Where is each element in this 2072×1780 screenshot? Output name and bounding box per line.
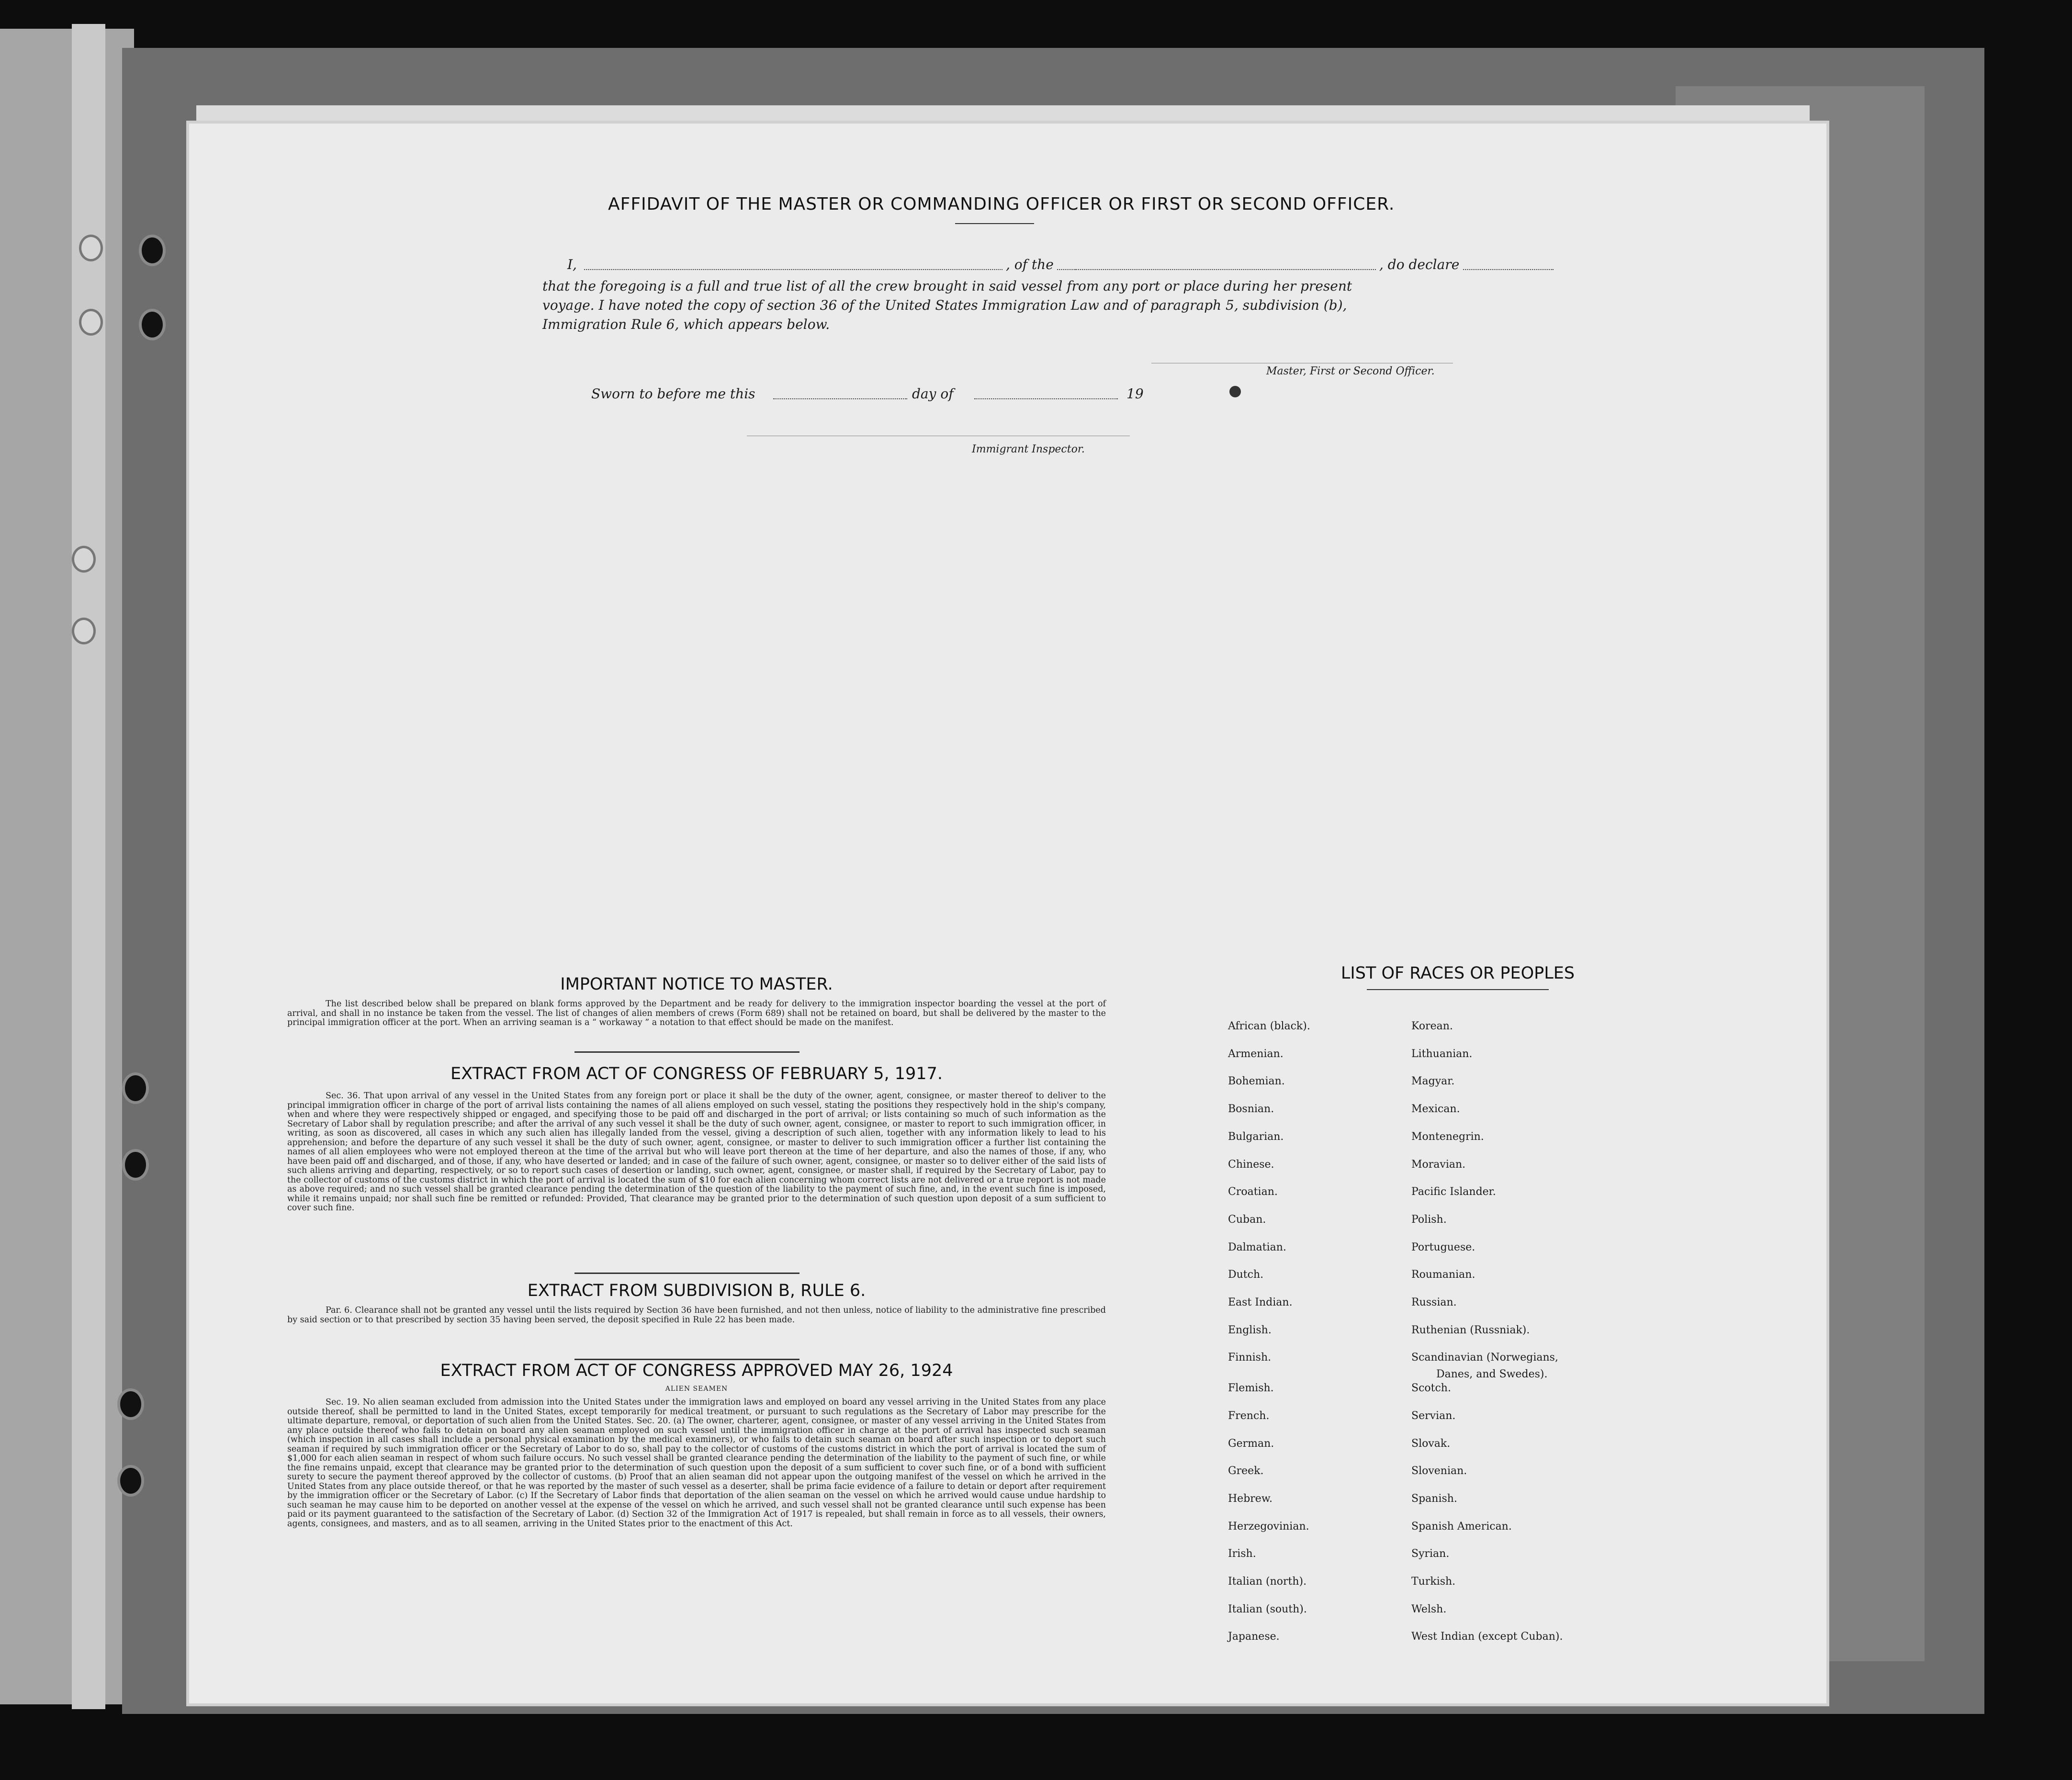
extract-rule6-title: EXTRACT FROM SUBDIVISION B, RULE 6. bbox=[527, 1281, 866, 1300]
race-item: East Indian. bbox=[1228, 1296, 1293, 1308]
extract-1917-text: Sec. 36. That upon arrival of any vessel in the United States from any foreign port or place it shall be the duty of the owner, agent, consignee, or master thereof to deliver to the principal immigration officer in charge of the port of arrival lists containing the names of all aliens employed on such vessel, stating the positions they respectively hold in the ship's company, when and where they were respectively shipped or engaged, and specifying those to be paid off and discharged in the port of arrival; or lists containing so much of such information as the Secretary of Labor shall by regulation prescribe; and after the arrival of any such vessel it shall be the duty of such owner, agent, consignee, or master to report to such immigration officer, in writing, as soon as discovered, all cases in which any such alien has illegally landed from the vessel, giving a description of such alien, together with any information likely to lead to his apprehension; and before the departure of any such vessel it shall be the duty of such owner, agent, consignee, or master to deliver to such immigration officer a further list containing the names of all alien employees who were not employed thereon at the time of the arrival but who will leave port thereon at the time of her departure, and also the names of those, if any, who have been paid off and discharged, and of those, if any, who have deserted or landed; and in case of the failure of such owner, agent, consignee, or master so to deliver either of the said lists of such aliens arriving and departing, respectively, or so to report such cases of desertion or landing, such owner, agent, consignee, or master shall, if required by the Secretary of Labor, pay to the collector of customs of the customs district in which the port of arrival is located the sum of $10 for each alien concerning whom correct lists are not delivered or a true report is not made as above required; and no such vessel shall be granted clearance pending the determination of the question of the liability to the payment of such fine, and, in the event such fine is imposed, while it remains unpaid; nor shall such fine be remitted or refunded: Provided, That clearance may be granted prior to the determination of such question upon deposit of a sum sufficient to cover such fine. bbox=[287, 1091, 1106, 1213]
race-item: Hebrew. bbox=[1228, 1492, 1273, 1505]
race-item: Welsh. bbox=[1411, 1603, 1447, 1615]
notice-text: The list described below shall be prepared on blank forms approved by the Department and be ready for delivery to the immigration inspector boarding the vessel at the port of arrival, and shall in no instance be taken from the vessel. The list of changes of alien members of crews (Form 689) shall not be retained on board, but shall be delivered by the master to the principal immigration officer at the port. When an arriving seaman is a “ workaway ” a notation to that effect should be made on the manifest. bbox=[287, 999, 1106, 1027]
race-item: Korean. bbox=[1411, 1020, 1453, 1032]
races-title: LIST OF RACES OR PEOPLES bbox=[1340, 964, 1575, 983]
race-item: Italian (south). bbox=[1228, 1603, 1307, 1615]
race-item: Portuguese. bbox=[1411, 1241, 1475, 1253]
race-item: Dalmatian. bbox=[1228, 1241, 1286, 1253]
race-item: Spanish American. bbox=[1411, 1520, 1512, 1532]
race-item: Cuban. bbox=[1228, 1213, 1266, 1226]
binder-edge bbox=[72, 24, 105, 1709]
affidavit-declare-label: , do declare bbox=[1376, 257, 1462, 272]
binder-hole bbox=[122, 1072, 149, 1104]
binder-hole bbox=[122, 1149, 149, 1181]
race-item: Bosnian. bbox=[1228, 1103, 1274, 1115]
affidavit-text-line: Immigration Rule 6, which appears below. bbox=[542, 316, 830, 332]
race-item: Ruthenian (Russniak). bbox=[1411, 1324, 1530, 1336]
race-item: Slovenian. bbox=[1411, 1465, 1467, 1477]
sworn-day-field[interactable] bbox=[773, 398, 907, 399]
race-item: Mexican. bbox=[1411, 1103, 1460, 1115]
binder-hole bbox=[79, 235, 103, 261]
race-item: Turkish. bbox=[1411, 1576, 1456, 1588]
affidavit-text-line: voyage. I have noted the copy of section 36 of the United States Immigration Law and of paragraph 5, subdivision (b), bbox=[542, 297, 1347, 313]
binder-hole bbox=[79, 309, 103, 336]
extract-1924-text: Sec. 19. No alien seaman excluded from admission into the United States under the immigration laws and employed on board any vessel arriving in the United States from any place outside thereof, shall be permitted to land in the United States, except temporarily for medical treatment, or pursuant to such regulations as the Secretary of Labor may prescribe for the ultimate departure, removal, or deportation of such alien from the United States. Sec. 20. (a) The owner, charterer, agent, consignee, or master of any vessel arriving in the United States from any place outside thereof who fails to detain on board any alien seaman employed on such vessel until the immigration officer in charge at the port of arrival has inspected such seaman (which inspection in all cases shall include a personal physical examination by the medical examiners), or who fails to detain such seaman on board after such inspection or to deport such seaman if required by such immigration officer or the Secretary of Labor to do so, shall pay to the collector of customs of the customs district in which the port of arrival is located the sum of $1,000 for each alien seaman in respect of whom such failure occurs. No such vessel shall be granted clearance pending the determination of the liability to the payment of such fine, or while the fine remains unpaid, except that clearance may be granted prior to the determination of such question upon the deposit of a sum sufficient to cover such fine, or of a bond with sufficient surety to secure the payment thereof approved by the collector of customs. (b) Proof that an alien seaman did not appear upon the outgoing manifest of the vessel on which he arrived in the United States from any place outside thereof, or that he was reported by the master of such vessel as a deserter, shall be prima facie evidence of a failure to detain or deport after requirement by the immigration officer or the Secretary of Labor. (c) If the Secretary of Labor finds that deportation of the alien seaman on the vessel on which he arrived would cause undue hardship to such seaman he may cause him to be deported on another vessel at the expense of the vessel on which he arrived, and such vessel shall not be granted clearance until such expense has been paid or its payment guaranteed to the satisfaction of the Secretary of Labor. (d) Section 32 of the Immigration Act of 1917 is repealed, but shall remain in force as to all vessels, their owners, agents, consignees, and masters, and as to all seamen, arriving in the United States prior to the enactment of this Act. bbox=[287, 1397, 1106, 1529]
races-title-underline bbox=[1367, 989, 1549, 990]
race-item: Chinese. bbox=[1228, 1158, 1274, 1171]
binder-hole bbox=[139, 309, 166, 340]
race-item: Japanese. bbox=[1228, 1631, 1280, 1643]
sworn-label: Sworn to before me this bbox=[591, 386, 755, 402]
section-divider bbox=[574, 1051, 800, 1053]
race-item: Slovak. bbox=[1411, 1437, 1451, 1450]
affidavit-text-line: that the foregoing is a full and true list of all the crew brought in said vessel from any port or place during her present bbox=[542, 278, 1352, 294]
title-underline bbox=[955, 223, 1034, 224]
binder-hole bbox=[72, 546, 96, 573]
year-label: 19 bbox=[1126, 386, 1144, 402]
race-item: Italian (north). bbox=[1228, 1576, 1307, 1588]
race-item: English. bbox=[1228, 1324, 1272, 1336]
section-divider bbox=[574, 1359, 800, 1360]
extract-rule6-text: Par. 6. Clearance shall not be granted any vessel until the lists required by Section 36 have been furnished, and not then unless, notice of liability to the administrative fine prescribed by said section or to that prescribed by section 35 having been served, the deposit specified in Rule 22 has been made. bbox=[287, 1306, 1106, 1325]
sworn-month-field[interactable] bbox=[974, 398, 1118, 399]
race-item: Scandinavian (Norwegians, bbox=[1411, 1352, 1558, 1364]
extract-1924-title: EXTRACT FROM ACT OF CONGRESS APPROVED MAY 26, 1924 bbox=[440, 1361, 953, 1380]
binder-strip bbox=[0, 29, 134, 1704]
race-item: Croatian. bbox=[1228, 1186, 1278, 1198]
race-item: Greek. bbox=[1228, 1465, 1264, 1477]
extract-1917-title: EXTRACT FROM ACT OF CONGRESS OF FEBRUARY 5, 1917. bbox=[450, 1064, 943, 1083]
inspector-label: Immigrant Inspector. bbox=[972, 443, 1085, 455]
section-divider bbox=[574, 1273, 800, 1274]
ink-mark bbox=[1229, 386, 1241, 397]
race-item: Russian. bbox=[1411, 1296, 1457, 1308]
binder-hole bbox=[72, 618, 96, 644]
race-item: Servian. bbox=[1411, 1409, 1456, 1422]
affidavit-title: AFFIDAVIT OF THE MASTER OR COMMANDING OFFICER OR FIRST OR SECOND OFFICER. bbox=[608, 194, 1395, 214]
race-item: Herzegovinian. bbox=[1228, 1520, 1309, 1532]
vessel-field[interactable] bbox=[1075, 269, 1554, 270]
race-item: French. bbox=[1228, 1409, 1270, 1422]
notice-title: IMPORTANT NOTICE TO MASTER. bbox=[560, 975, 833, 994]
race-item: Armenian. bbox=[1228, 1048, 1284, 1060]
affidavit-text bbox=[542, 277, 1730, 334]
race-item: Dutch. bbox=[1228, 1269, 1264, 1281]
race-item: Bohemian. bbox=[1228, 1075, 1285, 1088]
affidavit-of-the-label: , of the bbox=[1003, 257, 1057, 272]
race-item: Scotch. bbox=[1411, 1382, 1451, 1395]
race-item: Lithuanian. bbox=[1411, 1048, 1473, 1060]
race-item: Bulgarian. bbox=[1228, 1130, 1284, 1143]
race-item: Magyar. bbox=[1411, 1075, 1455, 1088]
race-item: Finnish. bbox=[1228, 1352, 1272, 1364]
form-page bbox=[189, 124, 1826, 1703]
race-item: Moravian. bbox=[1411, 1158, 1466, 1171]
race-item: Irish. bbox=[1228, 1548, 1256, 1560]
race-item: Roumanian. bbox=[1411, 1269, 1475, 1281]
binder-hole bbox=[117, 1388, 144, 1420]
race-item: Polish. bbox=[1411, 1213, 1447, 1226]
race-item: Flemish. bbox=[1228, 1382, 1274, 1395]
race-item: West Indian (except Cuban). bbox=[1411, 1631, 1563, 1643]
race-item: Syrian. bbox=[1411, 1548, 1450, 1560]
affidavit-i-label: I, bbox=[567, 257, 577, 272]
day-of-label: day of bbox=[912, 386, 954, 402]
race-item: Pacific Islander. bbox=[1411, 1186, 1496, 1198]
binder-hole bbox=[117, 1465, 144, 1497]
race-item: African (black). bbox=[1228, 1020, 1310, 1032]
extract-1924-subtitle: ALIEN SEAMEN bbox=[665, 1385, 728, 1393]
race-item: Spanish. bbox=[1411, 1492, 1457, 1505]
binder-hole bbox=[139, 235, 166, 266]
race-item: German. bbox=[1228, 1437, 1274, 1450]
race-item: Danes, and Swedes). bbox=[1436, 1368, 1548, 1380]
master-label: Master, First or Second Officer. bbox=[1266, 365, 1435, 377]
race-item: Montenegrin. bbox=[1411, 1130, 1484, 1143]
